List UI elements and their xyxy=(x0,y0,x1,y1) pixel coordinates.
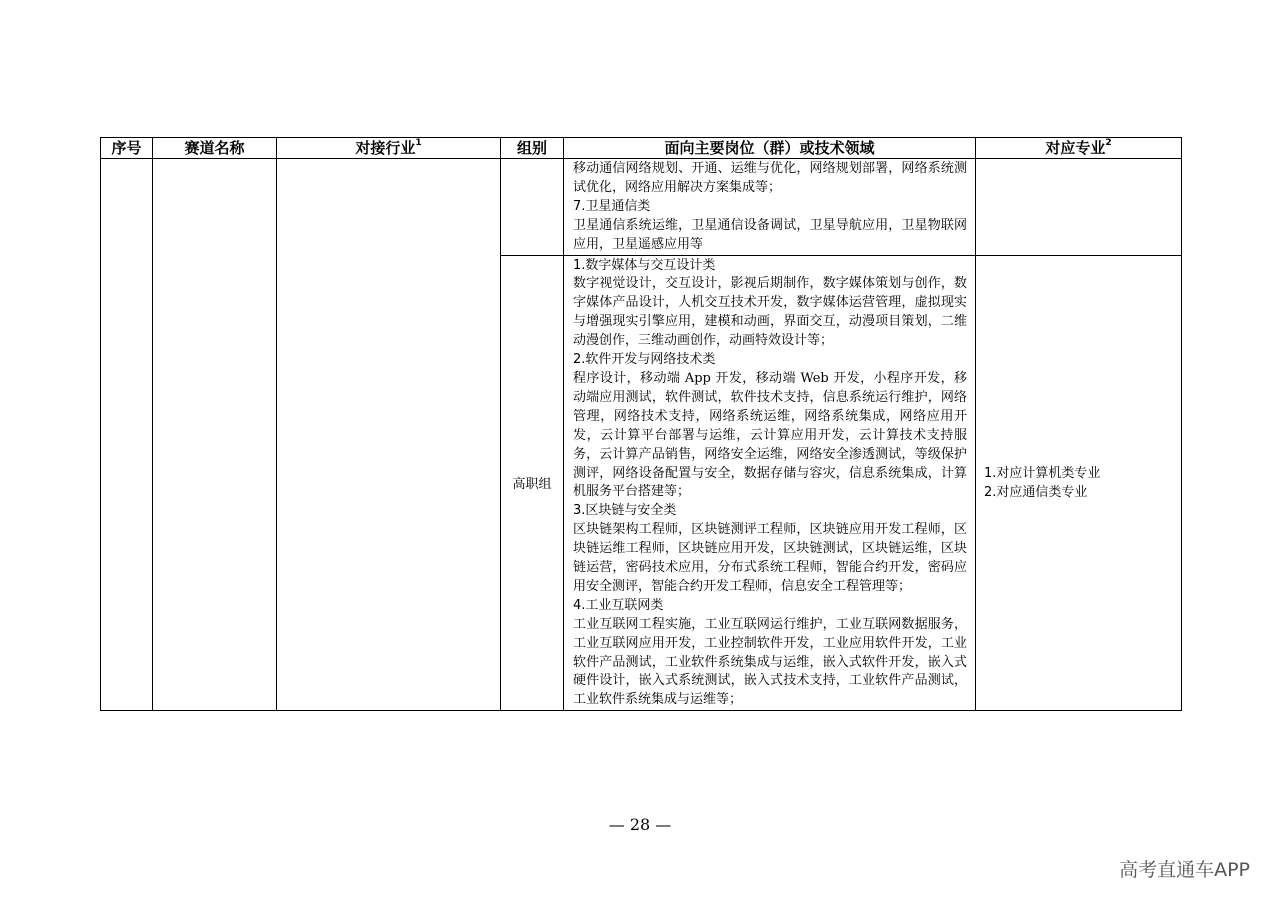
section-title-satellite: 7.卫星通信类 xyxy=(573,198,651,214)
industry-cell xyxy=(277,159,501,711)
header-industry-label: 对接行业 xyxy=(355,139,416,157)
header-row xyxy=(101,138,1182,159)
document-table xyxy=(100,137,1182,711)
section-text-industrial-internet: 工业互联网工程实施，工业互联网运行维护，工业互联网数据服务，工业互联网应用开发，工业控制软件开发，工业应用软件开发，工业软件产品测试，工业软件系统集成与运维，嵌入式软件开发，嵌入式硬件设计，嵌入式系统测试，嵌入式技术支持，工业软件产品测试，工业软件系统集成与运维等； xyxy=(573,616,967,708)
major-line-communication: 2.对应通信类专业 xyxy=(984,484,1088,500)
section-title-blockchain: 3.区块链与安全类 xyxy=(573,503,677,519)
table-header xyxy=(101,138,1182,159)
table-row xyxy=(101,159,1182,256)
major-cell-continued xyxy=(976,159,1182,256)
track-cell xyxy=(153,159,277,711)
page-number: — 28 — xyxy=(608,815,672,834)
header-seq: 序号 xyxy=(101,138,153,159)
section-text-satellite: 卫星通信系统运维，卫星通信设备调试，卫星导航应用，卫星物联网应用，卫星遥感应用等 xyxy=(573,217,967,252)
header-group: 组别 xyxy=(501,138,564,159)
major-line-computer: 1.对应计算机类专业 xyxy=(984,465,1101,481)
group-cell-continued xyxy=(501,159,564,256)
positions-cell-continued xyxy=(564,159,976,256)
positions-cell xyxy=(564,255,976,711)
header-industry xyxy=(277,138,501,159)
header-major xyxy=(976,138,1182,159)
header-major-label: 对应专业 xyxy=(1045,139,1106,157)
header-track: 赛道名称 xyxy=(153,138,277,159)
continued-text: 移动通信网络规划、开通、运维与优化，网络规划部署，网络系统测试优化，网络应用解决方案集成等； xyxy=(573,161,967,195)
section-title-digital-media: 1.数字媒体与交互设计类 xyxy=(573,257,716,273)
major-cell xyxy=(976,255,1182,711)
group-cell: 高职组 xyxy=(501,255,564,711)
section-text-digital-media: 数字视觉设计，交互设计，影视后期制作，数字媒体策划与创作，数字媒体产品设计，人机交互技术开发，数字媒体运营管理，虚拟现实与增强现实引擎应用，建模和动画，界面交互，动漫项目策划，二维动漫创作，三维动画创作，动画特效设计等； xyxy=(573,276,967,349)
header-major-footnote: 2 xyxy=(1105,138,1112,148)
watermark: 高考直通车APP xyxy=(1119,859,1250,881)
section-title-software-network: 2.软件开发与网络技术类 xyxy=(573,352,716,368)
header-industry-footnote: 1 xyxy=(415,138,422,148)
section-text-software-network: 程序设计，移动端 App 开发，移动端 Web 开发，小程序开发，移动端应用测试，软件测试，软件技术支持，信息系统运行维护，网络管理，网络技术支持，网络系统运维，网络系统集成，网络应用开发，云计算平台部署与运维，云计算应用开发，云计算技术支持服务，云计算产品销售，网络安全运维，网络安全渗透测试，等级保护测评，网络设备配置与安全，数据存储与容灾，信息系统集成，计算机服务平台搭建等； xyxy=(573,370,967,500)
seq-cell xyxy=(101,159,153,711)
header-positions: 面向主要岗位（群）或技术领域 xyxy=(564,138,976,159)
section-text-blockchain: 区块链架构工程师，区块链测评工程师，区块链应用开发工程师，区块链运维工程师，区块链应用开发，区块链测试，区块链运维，区块链运营，密码技术应用，分布式系统工程师，智能合约开发，密码应用安全测评，智能合约开发工程师，信息安全工程管理等； xyxy=(573,522,967,594)
section-title-industrial-internet: 4.工业互联网类 xyxy=(573,597,664,613)
